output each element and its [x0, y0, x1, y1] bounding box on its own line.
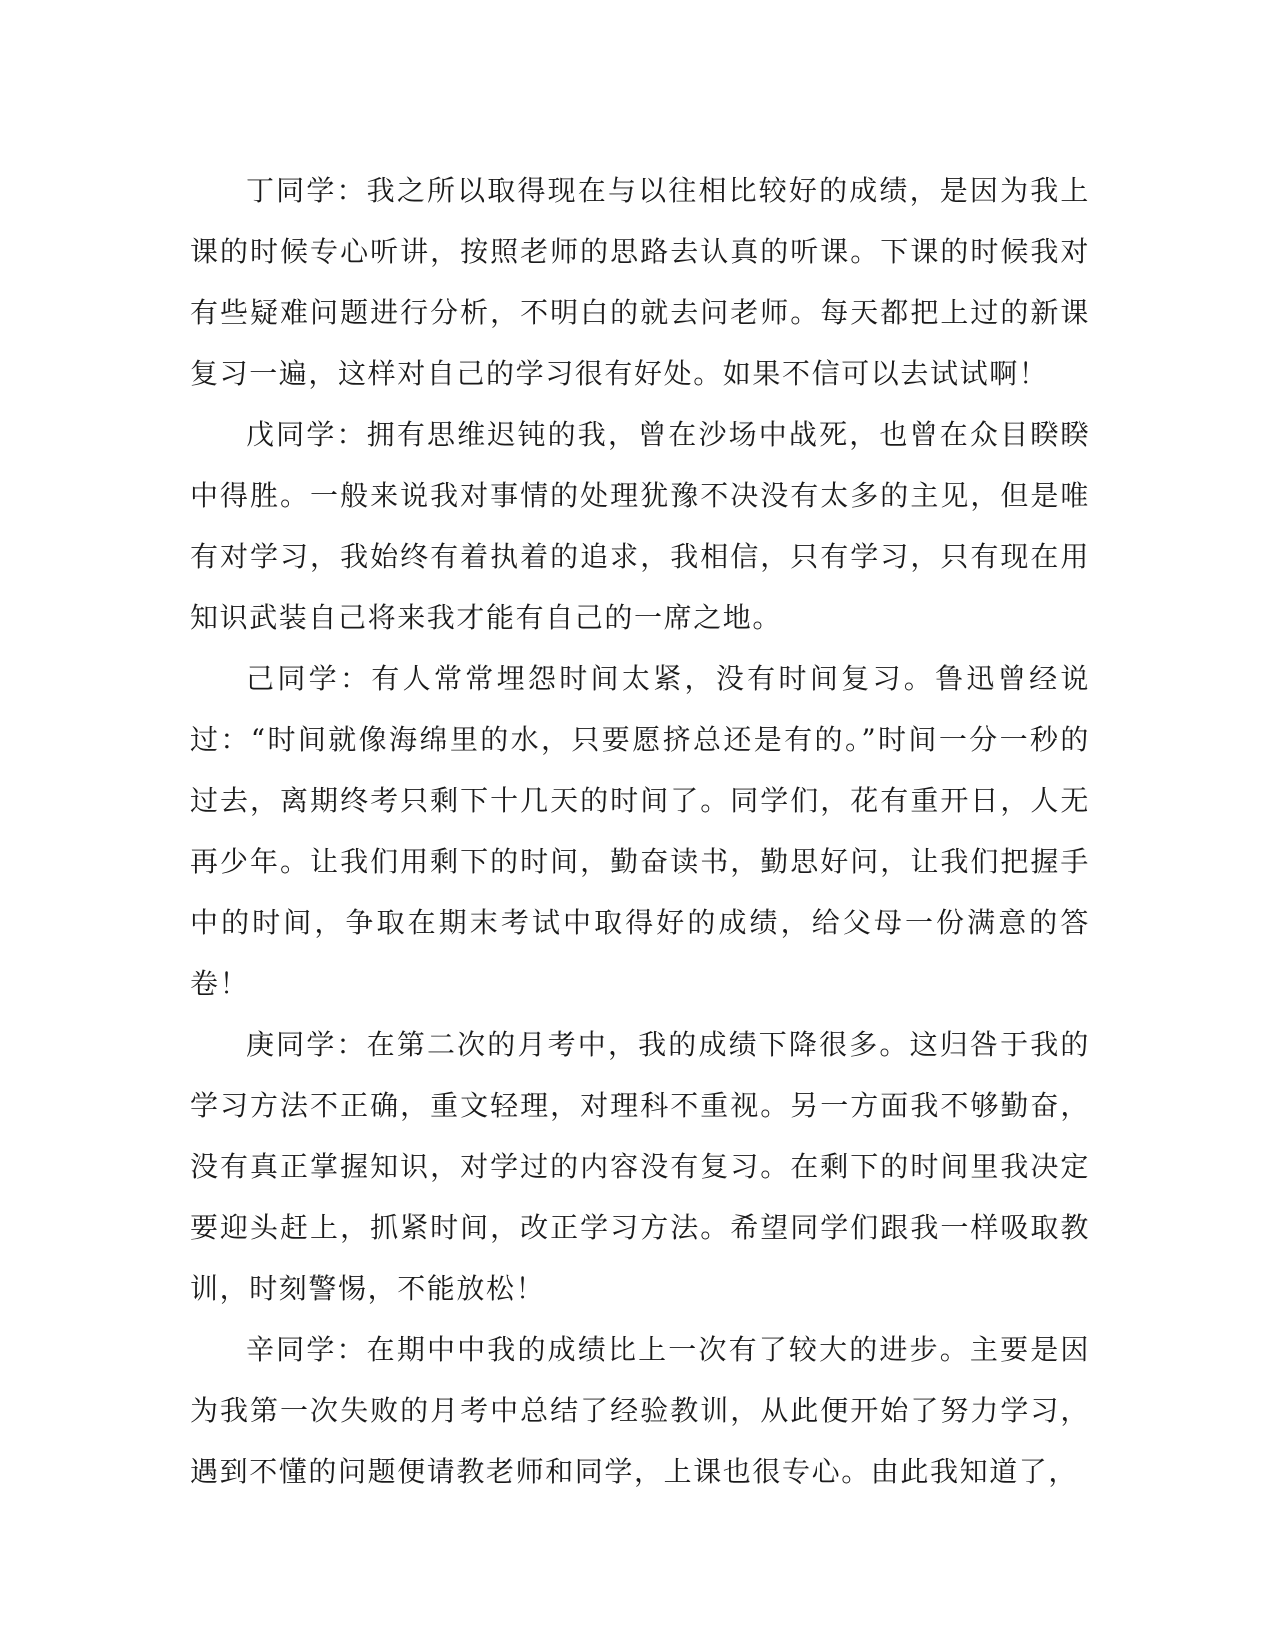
paragraph-ji: 己同学：有人常常埋怨时间太紧，没有时间复习。鲁迅曾经说过：“时间就像海绵里的水，只要愿挤总还是有的。”时间一分一秒的过去，离期终考只剩下十几天的时间了。同学们，花有重开日，人无再少年。让我们用剩下的时间，勤奋读书，勤思好问，让我们把握手中的时间，争取在期末考试中取得好的成绩，给父母一份满意的答卷！ [190, 662, 1090, 1000]
paragraph-geng: 庚同学：在第二次的月考中，我的成绩下降很多。这归咎于我的学习方法不正确，重文轻理，对理科不重视。另一方面我不够勤奋，没有真正掌握知识，对学过的内容没有复习。在剩下的时间里我决定要迎头赶上，抓紧时间，改正学习方法。希望同学们跟我一样吸取教训，时刻警惕，不能放松！ [190, 1028, 1090, 1305]
document-body [190, 160, 1090, 1502]
paragraph-wu: 戊同学：拥有思维迟钝的我，曾在沙场中战死，也曾在众目睽睽中得胜。一般来说我对事情的处理犹豫不决没有太多的主见，但是唯有对学习，我始终有着执着的追求，我相信，只有学习，只有现在用知识武装自己将来我才能有自己的一席之地。 [190, 418, 1090, 634]
paragraph-xin: 辛同学：在期中中我的成绩比上一次有了较大的进步。主要是因为我第一次失败的月考中总结了经验教训，从此便开始了努力学习，遇到不懂的问题便请教老师和同学，上课也很专心。由此我知道了， [190, 1333, 1090, 1488]
paragraph-ding: 丁同学：我之所以取得现在与以往相比较好的成绩，是因为我上课的时候专心听讲，按照老师的思路去认真的听课。下课的时候我对有些疑难问题进行分析，不明白的就去问老师。每天都把上过的新课复习一遍，这样对自己的学习很有好处。如果不信可以去试试啊！ [190, 174, 1090, 390]
